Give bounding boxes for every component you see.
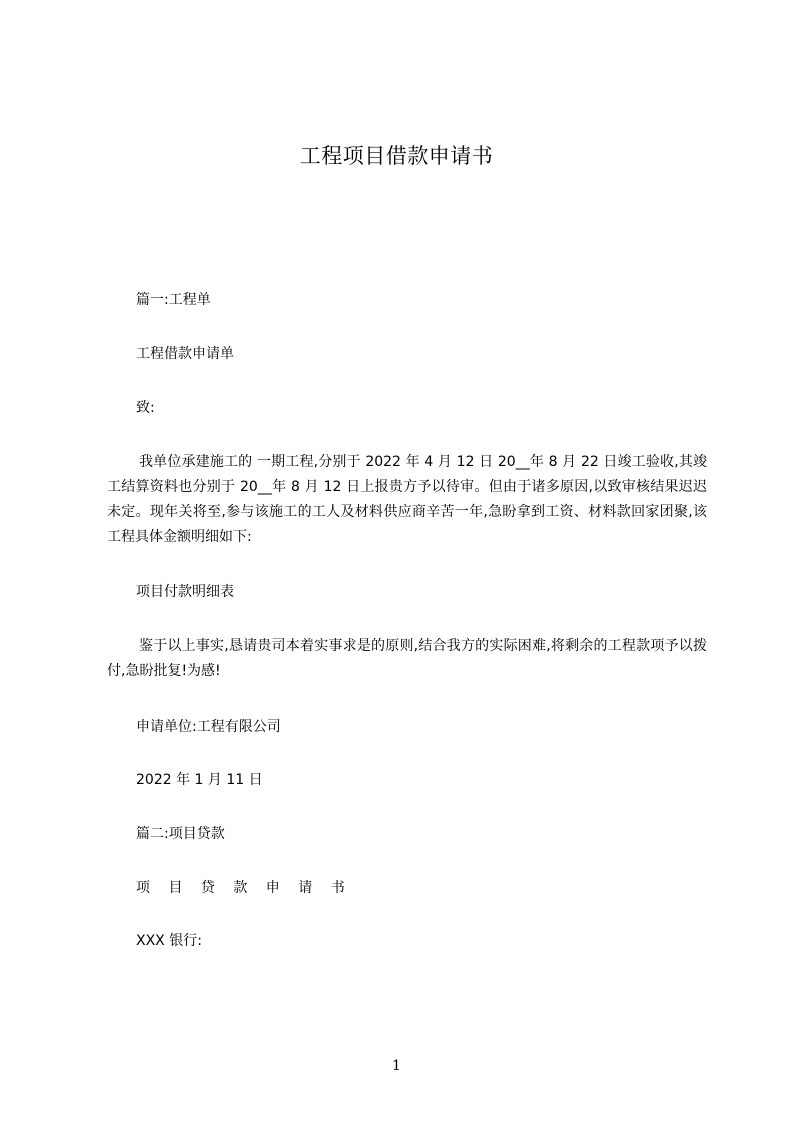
paragraph-request-details: 我单位承建施工的 一期工程,分别于 2022 年 4 月 12 日 20__年 8 月 22 日竣工验收,其竣工结算资料也分别于 20__年 8 月 12 日上报贵方予以待审。但由于诸多原因,以致审核结果迟迟未定。现年关将至,参与该施工的工人及材料供应商辛苦一年,急盼拿到工资、材料款回家团聚,该工程具体金额明细如下:	[107, 454, 707, 545]
applicant-line: 申请单位:工程有限公司	[136, 719, 281, 735]
table-caption: 项目付款明细表	[136, 584, 234, 600]
page-number: 1	[392, 1058, 401, 1074]
paragraph-appeal: 鉴于以上事实,恳请贵司本着实事求是的原则,结合我方的实际困难,将剩余的工程款项予以拨付,急盼批复!为感!	[107, 638, 707, 679]
document-title: 工程项目借款申请书	[299, 144, 494, 168]
section2-heading: 篇二:项目贷款	[136, 826, 225, 842]
form-title: 工程借款申请单	[136, 346, 234, 362]
bank-salutation: XXX 银行:	[136, 933, 202, 949]
section1-heading: 篇一:工程单	[136, 292, 211, 308]
salutation: 致:	[136, 400, 155, 416]
date-line: 2022 年 1 月 11 日	[136, 772, 263, 788]
loan-title: 项 目 贷 款 申 请 书	[136, 880, 352, 896]
